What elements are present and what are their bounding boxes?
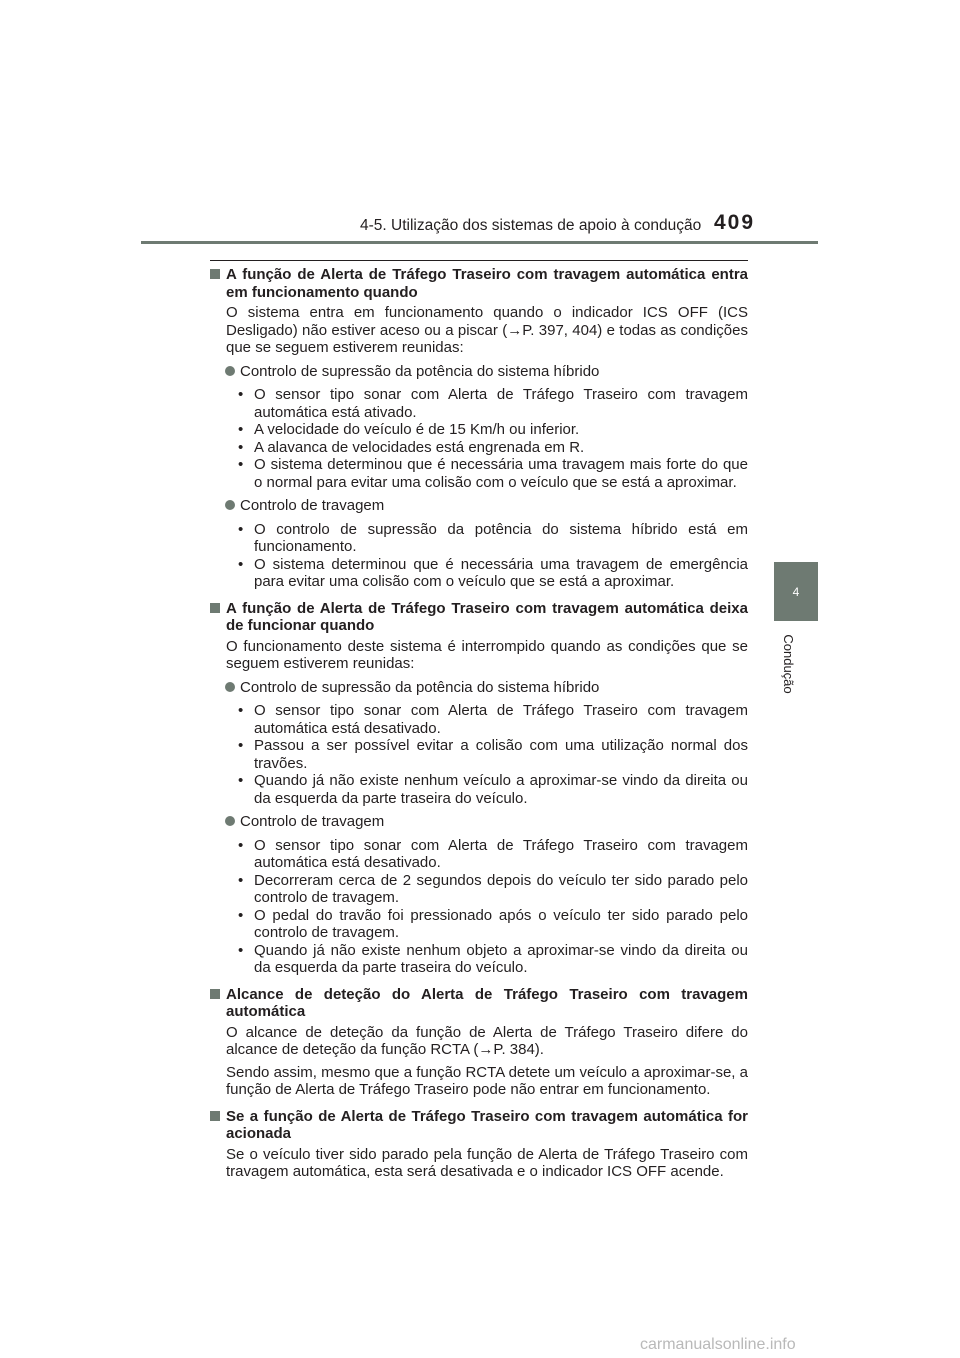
list-item [210,942,748,977]
section-heading-text: Se a função de Alerta de Tráfego Traseiro com travagem automática for acionada [226,1107,748,1142]
square-bullet-icon [210,1111,220,1121]
list-item-text: A alavanca de velocidades está engrenada em R. [254,438,585,456]
section [210,986,748,1099]
list-item [210,421,748,439]
list-item-text: O sistema determinou que é necessária uma travagem de emergência para evitar uma colisão com o veículo que se está a aproximar. [254,555,748,590]
subsection-title-text: Controlo de supressão da potência do sistema híbrido [240,678,600,696]
page-number: 409 [714,211,756,234]
bullet-list [210,702,748,807]
list-item-text: Quando já não existe nenhum objeto a aproximar-se vindo da direita ou da esquerda da parte traseira do veículo. [254,941,748,976]
square-bullet-icon [210,603,220,613]
bullet-marker: • [238,456,244,473]
list-item-text: O sensor tipo sonar com Alerta de Tráfego Traseiro com travagem automática está ativado. [254,386,748,421]
list-item-text: O sistema determinou que é necessária uma travagem mais forte do que o normal para evitar uma colisão com o veículo que se está a aproximar. [254,456,748,491]
subsection-title-text: Controlo de travagem [240,497,385,514]
bullet-list [210,837,748,977]
list-item [210,872,748,907]
list-item [210,907,748,942]
chapter-tab [774,562,818,621]
list-item-text: O controlo de supressão da potência do sistema híbrido está em funcionamento. [254,520,748,555]
list-item-text: Decorreram cerca de 2 segundos depois do veículo ter sido parado pelo controlo de travagem. [254,871,748,906]
subsection-title-text: Controlo de travagem [240,813,385,830]
paragraph: Sendo assim, mesmo que a função RCTA detete um veículo a aproximar-se, a função de Alerta de Tráfego Traseiro pode não entrar em funcionamento. [226,1063,748,1098]
bullet-marker: • [238,386,244,403]
section-heading [210,266,748,301]
bullet-list [210,521,748,591]
section [210,1108,748,1181]
bullet-marker: • [238,941,244,959]
paragraph: O alcance de deteção da função de Alerta de Tráfego Traseiro difere do alcance de deteção da função RCTA (→P. 384). [226,1023,748,1058]
subsection-title [210,497,748,515]
list-item [210,737,748,772]
header-rule [141,241,818,244]
section-title: 4-5. Utilização dos sistemas de apoio à condução [360,217,702,234]
list-item-text: O sensor tipo sonar com Alerta de Tráfego Traseiro com travagem automática está desativado. [254,702,748,737]
section-heading [210,986,748,1021]
bullet-marker: • [238,871,244,889]
round-bullet-icon [225,500,235,510]
section-heading [210,600,748,635]
list-item-text: Passou a ser possível evitar a colisão com uma utilização normal dos travões. [254,737,748,772]
bullet-marker: • [238,906,244,924]
watermark: carmanualsonline.info [640,1336,796,1353]
subsection-title [210,679,748,697]
bullet-marker: • [238,421,244,438]
bullet-marker: • [238,772,244,789]
bullet-marker: • [238,702,244,719]
section-heading [210,1108,748,1143]
section-heading-text: A função de Alerta de Tráfego Traseiro com travagem automática entra em funcionamento quando [226,266,748,301]
bullet-marker: • [238,438,244,456]
bullet-marker: • [238,555,244,573]
main-content [210,266,748,1181]
list-item [210,556,748,591]
round-bullet-icon [225,816,235,826]
list-item-text: O sensor tipo sonar com Alerta de Tráfego Traseiro com travagem automática está desativado. [254,836,748,871]
paragraph: Se o veículo tiver sido parado pela função de Alerta de Tráfego Traseiro com travagem automática, esta será desativada e o indicador ICS OFF acende. [226,1145,748,1180]
section-heading-text: Alcance de deteção do Alerta de Tráfego Traseiro com travagem automática [226,985,748,1020]
list-item-text: Quando já não existe nenhum veículo a aproximar-se vindo da direita ou da esquerda da parte traseira do veículo. [254,772,748,807]
paragraph: O funcionamento deste sistema é interrompido quando as condições que se seguem estiverem reunidas: [226,637,748,672]
square-bullet-icon [210,989,220,999]
list-item [210,439,748,457]
bullet-marker: • [238,836,244,854]
bullet-list [210,386,748,491]
paragraph: O sistema entra em funcionamento quando o indicador ICS OFF (ICS Desligado) não estiver aceso ou a piscar (→P. 397, 404) e todas as condições que se seguem estiverem reunidas: [226,304,748,356]
square-bullet-icon [210,269,220,279]
round-bullet-icon [225,682,235,692]
list-item [210,702,748,737]
subsection-title [210,813,748,831]
section-heading-text: A função de Alerta de Tráfego Traseiro com travagem automática deixa de funcionar quando [226,599,748,634]
chapter-label: Condução [781,634,796,694]
list-item-text: O pedal do travão foi pressionado após o veículo ter sido parado pelo controlo de travagem. [254,906,748,941]
content-rule [210,260,748,261]
list-item [210,837,748,872]
subsection-title-text: Controlo de supressão da potência do sistema híbrido [240,362,600,380]
round-bullet-icon [225,366,235,376]
list-item [210,386,748,421]
subsection-title [210,363,748,381]
section [210,600,748,977]
section [210,266,748,591]
list-item [210,456,748,491]
chapter-number: 4 [792,584,800,599]
list-item-text: A velocidade do veículo é de 15 Km/h ou inferior. [254,421,580,438]
list-item [210,521,748,556]
bullet-marker: • [238,520,244,538]
bullet-marker: • [238,737,244,754]
list-item [210,772,748,807]
